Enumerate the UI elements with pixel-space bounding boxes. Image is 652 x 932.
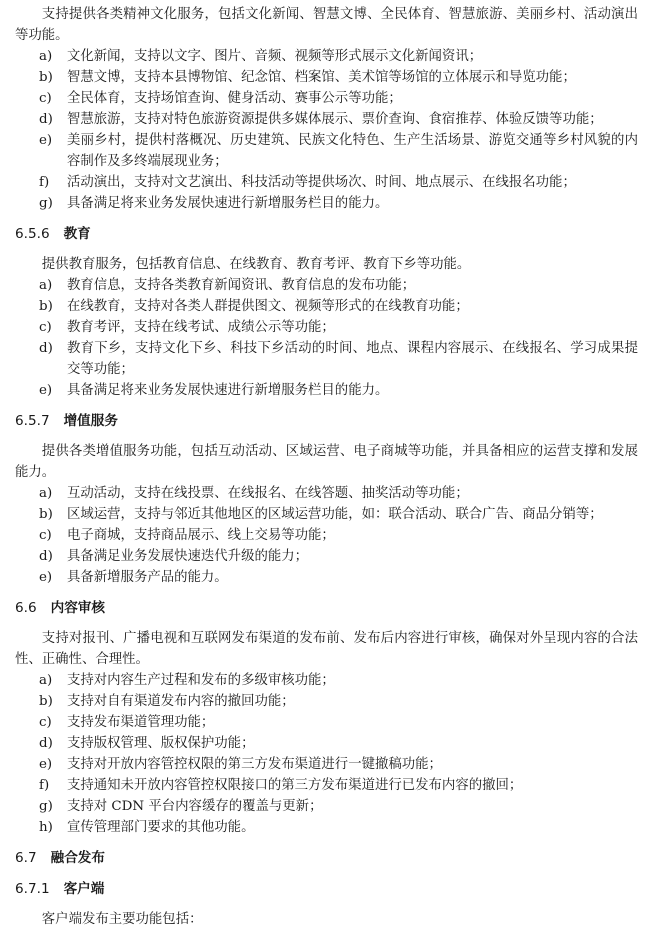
list-item-text: 教育信息，支持各类教育新闻资讯、教育信息的发布功能；	[67, 278, 416, 293]
list-item	[15, 670, 638, 691]
list-item	[15, 525, 638, 546]
list-item	[15, 172, 638, 193]
list	[15, 275, 638, 401]
list-marker: a)	[39, 673, 53, 688]
list-item	[15, 67, 638, 88]
list-marker: f)	[39, 778, 50, 793]
list-marker: a)	[39, 49, 53, 64]
section-heading-6-7-1	[15, 879, 638, 900]
section-number: 6.7	[15, 850, 37, 866]
list-item	[15, 691, 638, 712]
section-intro-paragraph: 支持提供各类精神文化服务，包括文化新闻、智慧文博、全民体育、智慧旅游、美丽乡村、活动演出等功能。	[15, 7, 638, 43]
list-item-text: 支持对开放内容管控权限的第三方发布渠道进行一键撤稿功能；	[67, 757, 442, 772]
list-marker: e)	[39, 133, 53, 148]
list-item	[15, 380, 638, 401]
list-item-text: 支持版权管理、版权保护功能；	[67, 736, 255, 751]
list-item-text: 电子商城，支持商品展示、线上交易等功能；	[67, 528, 335, 543]
section-intro-paragraph: 提供各类增值服务功能，包括互动活动、区域运营、电子商城等功能，并具备相应的运营支撑和发展能力。	[15, 444, 638, 480]
list-item-text: 智慧文博，支持本县博物馆、纪念馆、档案馆、美术馆等场馆的立体展示和导览功能；	[67, 70, 576, 85]
list-marker: c)	[39, 715, 52, 730]
list-marker: d)	[39, 341, 53, 356]
list-marker: b)	[39, 70, 53, 85]
list-marker: d)	[39, 549, 53, 564]
list-marker: c)	[39, 528, 52, 543]
section-title: 增值服务	[63, 413, 118, 429]
list-item	[15, 546, 638, 567]
section-heading-6-5-7	[15, 411, 638, 432]
list-marker: e)	[39, 757, 53, 772]
list-marker: g)	[39, 196, 53, 211]
list-item-text: 区域运营，支持与邻近其他地区的区域运营功能，如：联合活动、联合广告、商品分销等；	[67, 507, 603, 522]
list-item	[15, 193, 638, 214]
list-marker: e)	[39, 383, 53, 398]
list-item-text: 智慧旅游，支持对特色旅游资源提供多媒体展示、票价查询、食宿推荐、体验反馈等功能；	[67, 112, 603, 127]
list-item-text: 具备满足将来业务发展快速进行新增服务栏目的能力。	[67, 383, 389, 398]
section-title: 客户端	[63, 881, 105, 897]
list-item	[15, 796, 638, 817]
list-marker: b)	[39, 694, 53, 709]
list-marker: d)	[39, 736, 53, 751]
section-title: 教育	[63, 226, 91, 242]
list-item-text: 文化新闻，支持以文字、图片、音频、视频等形式展示文化新闻资讯；	[67, 49, 483, 64]
section-title: 融合发布	[50, 850, 105, 866]
list-item	[15, 46, 638, 67]
list-marker: f)	[39, 175, 50, 190]
list-marker: c)	[39, 91, 52, 106]
list-item-text: 具备新增服务产品的能力。	[67, 570, 228, 585]
section-number: 6.5.7	[15, 413, 50, 429]
list-item	[15, 130, 638, 172]
section-heading-6-5-6	[15, 224, 638, 245]
list-item	[15, 712, 638, 733]
list-marker: b)	[39, 507, 53, 522]
section-intro-paragraph: 客户端发布主要功能包括：	[41, 912, 203, 927]
list-item	[15, 317, 638, 338]
list-marker: a)	[39, 486, 53, 501]
list-item-text: 支持通知未开放内容管控权限接口的第三方发布渠道进行已发布内容的撤回；	[67, 778, 523, 793]
list-item	[15, 817, 638, 838]
section-number: 6.5.6	[15, 226, 50, 242]
list-item-text: 美丽乡村，提供村落概况、历史建筑、民族文化特色、生产生活场景、游览交通等乡村风貌的内容制作及多终端展现业务；	[67, 133, 638, 169]
list-item-text: 支持发布渠道管理功能；	[67, 715, 215, 730]
list-item	[15, 567, 638, 588]
list-item	[15, 338, 638, 380]
list-marker: g)	[39, 799, 53, 814]
list-marker: c)	[39, 320, 52, 335]
list-item	[15, 733, 638, 754]
section-intro-paragraph: 支持对报刊、广播电视和互联网发布渠道的发布前、发布后内容进行审核，确保对外呈现内容的合法性、正确性、合理性。	[15, 631, 638, 667]
list-item-text: 具备满足业务发展快速迭代升级的能力；	[67, 549, 309, 564]
list-item	[15, 296, 638, 317]
section-heading-6-7	[15, 848, 638, 869]
list-item	[15, 504, 638, 525]
list-item	[15, 275, 638, 296]
section-number: 6.6	[15, 600, 37, 616]
list-item	[15, 775, 638, 796]
section-number: 6.7.1	[15, 881, 50, 897]
list-item-text: 具备满足将来业务发展快速进行新增服务栏目的能力。	[67, 196, 389, 211]
list-marker: a)	[39, 278, 53, 293]
list	[15, 483, 638, 588]
list-item	[15, 88, 638, 109]
list-item-text: 宣传管理部门要求的其他功能。	[67, 820, 255, 835]
list-item	[15, 754, 638, 775]
list-item-text: 在线教育，支持对各类人群提供图文、视频等形式的在线教育功能；	[67, 299, 469, 314]
list-item-text: 支持对 CDN 平台内容缓存的覆盖与更新；	[67, 799, 323, 814]
list-marker: e)	[39, 570, 53, 585]
list	[15, 670, 638, 838]
list-item-text: 互动活动，支持在线投票、在线报名、在线答题、抽奖活动等功能；	[67, 486, 469, 501]
list-item-text: 教育考评，支持在线考试、成绩公示等功能；	[67, 320, 335, 335]
list-marker: d)	[39, 112, 53, 127]
list-item	[15, 483, 638, 504]
list-item-text: 支持对自有渠道发布内容的撤回功能；	[67, 694, 295, 709]
list	[15, 46, 638, 214]
list-item	[15, 109, 638, 130]
list-item-text: 教育下乡，支持文化下乡、科技下乡活动的时间、地点、课程内容展示、在线报名、学习成果提交等功能；	[67, 341, 638, 377]
section-intro-paragraph: 提供教育服务，包括教育信息、在线教育、教育考评、教育下乡等功能。	[41, 257, 471, 272]
list-marker: b)	[39, 299, 53, 314]
section-heading-6-6	[15, 598, 638, 619]
list-item-text: 支持对内容生产过程和发布的多级审核功能；	[67, 673, 335, 688]
list-item-text: 活动演出，支持对文艺演出、科技活动等提供场次、时间、地点展示、在线报名功能；	[67, 175, 576, 190]
section-title: 内容审核	[50, 600, 105, 616]
list-item-text: 全民体育，支持场馆查询、健身活动、赛事公示等功能；	[67, 91, 402, 106]
list-marker: h)	[39, 820, 53, 835]
